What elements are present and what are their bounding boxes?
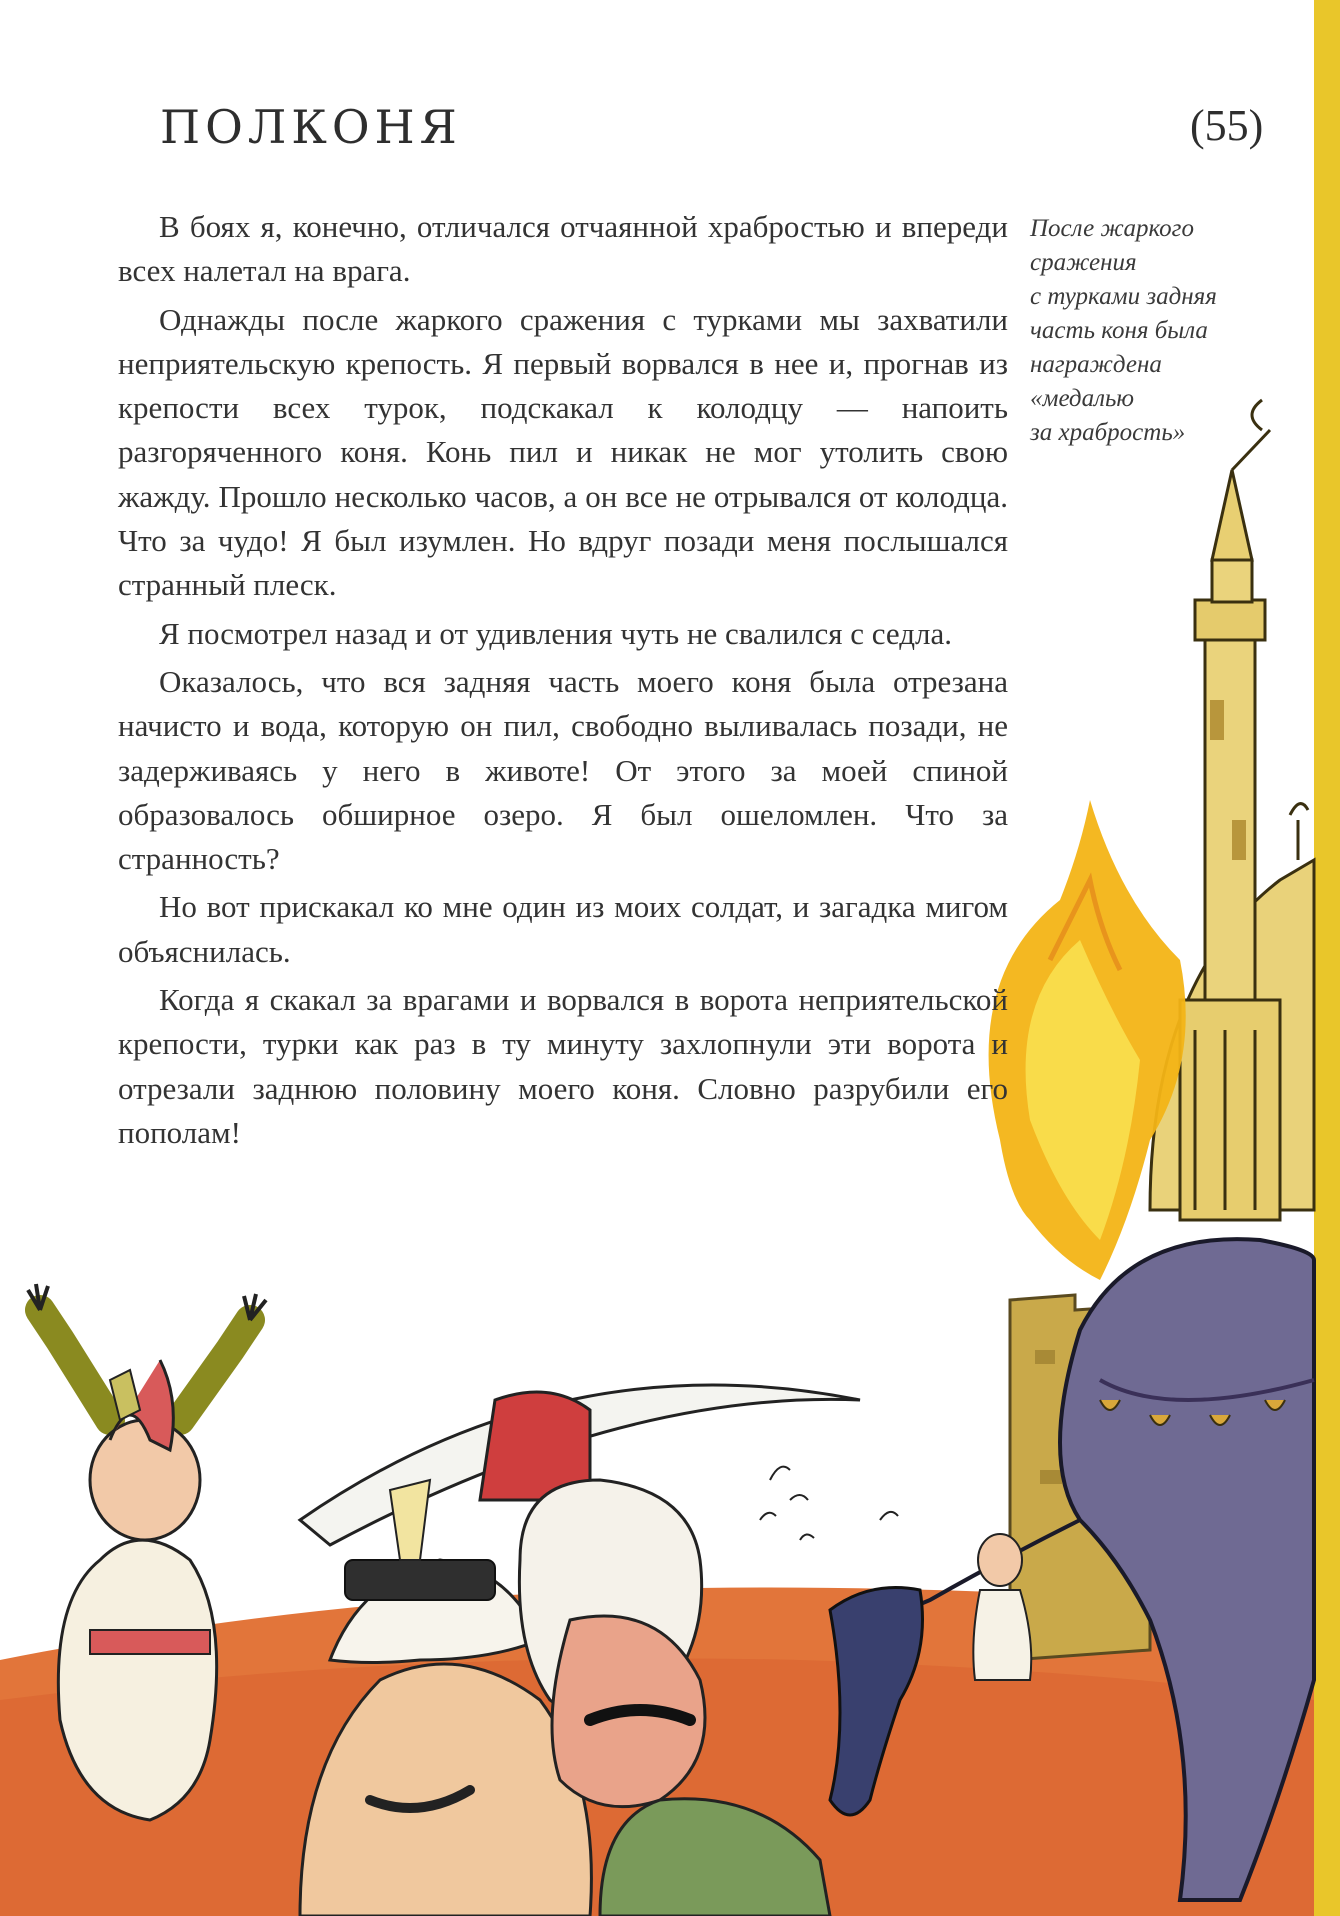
caption-line: часть коня была xyxy=(1030,317,1208,344)
caption-line: с турками задняя xyxy=(1030,283,1217,310)
paragraph: Однажды после жаркого сражения с турками мы захватили неприятельскую крепость. Я первый ворвался в нее и, прогнав из крепости всех турок, подскакал к колодцу — напоить разгоряченного коня. Конь пил и никак не мог утолить свою жажду. Прошло несколько часов, а он все не отрывался от колодца. Что за чудо! Я был изумлен. Но вдруг позади меня послышался странный плеск. xyxy=(118,301,1008,603)
story-text xyxy=(118,205,1008,1159)
caption-line: награждена xyxy=(1030,351,1162,378)
paragraph: В боях я, конечно, отличался отчаянной храбростью и впереди всех налетал на врага. xyxy=(118,209,1008,289)
paragraph: Я посмотрел назад и от удивления чуть не свалился с седла. xyxy=(159,615,953,651)
caption-line: После жаркого xyxy=(1030,215,1194,242)
paragraph: Но вот прискакал ко мне один из моих солдат, и загадка мигом объяснилась. xyxy=(118,889,1008,969)
side-caption xyxy=(1030,212,1275,450)
caption-line: «медалью xyxy=(1030,385,1134,412)
paragraph: Оказалось, что вся задняя часть моего коня была отрезана начисто и вода, которую он пил, свободно выливалась позади, не задерживаясь у него в животе! От этого за моей спиной образовалось обширное озеро. Я был ошеломлен. Что за странность? xyxy=(118,663,1008,877)
caption-line: сражения xyxy=(1030,249,1137,276)
paragraph: Когда я скакал за врагами и ворвался в ворота неприятельской крепости, турки как раз в ту минуту захлопнули эти ворота и отрезали заднюю половину моего коня. Словно разрубили его пополам! xyxy=(118,982,1008,1150)
page-title: ПОЛКОНЯ xyxy=(160,100,462,154)
caption-line: за храбрость» xyxy=(1030,419,1186,446)
page-number: (55) xyxy=(1190,101,1264,150)
